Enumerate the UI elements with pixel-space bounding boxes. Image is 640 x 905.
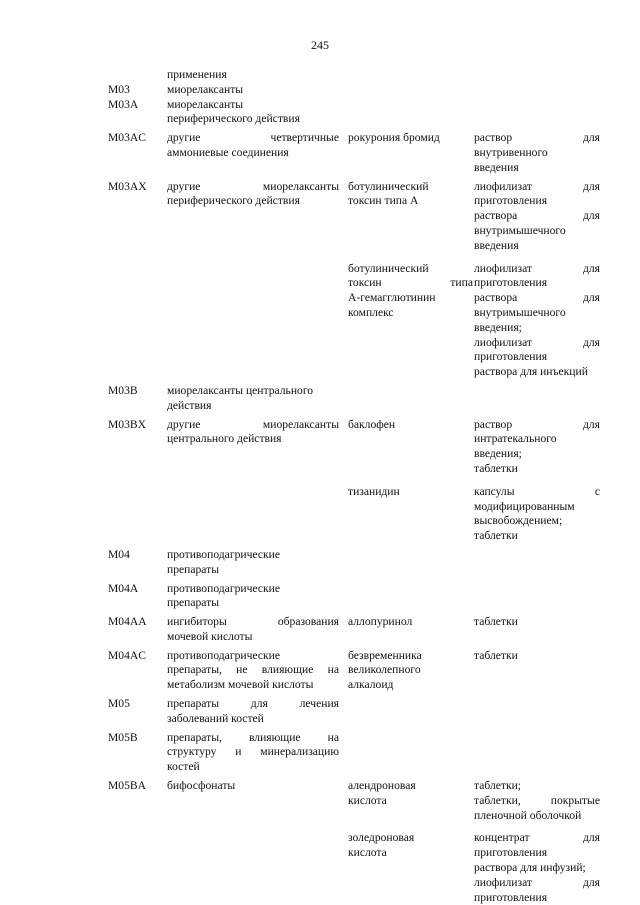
drug-name-line: кислота xyxy=(348,846,387,860)
atc-code: M03 xyxy=(108,82,130,96)
atc-code: M03AC xyxy=(108,131,147,145)
table-row xyxy=(108,731,600,775)
atc-code: M04AC xyxy=(108,648,147,662)
drug-entries xyxy=(339,649,600,693)
drug-name-line: великолепного xyxy=(348,663,421,677)
drug-entry xyxy=(339,418,600,477)
anatomical-group xyxy=(167,98,339,128)
dosage-form-line: раствор для xyxy=(474,131,600,145)
dosage-form-line: интратекального xyxy=(474,432,557,446)
anatomical-group xyxy=(167,83,339,98)
atc-code: M03A xyxy=(108,97,139,111)
anatomical-group xyxy=(167,697,339,727)
anatomical-group xyxy=(167,68,339,83)
dosage-form xyxy=(474,485,600,544)
group-line: бифосфонаты xyxy=(167,779,236,793)
atc-code: M04A xyxy=(108,581,139,595)
anatomical-group xyxy=(167,779,339,794)
group-line: препараты для лечения xyxy=(167,697,339,711)
dosage-form xyxy=(474,262,600,380)
dosage-form-line: раствора для инъекций xyxy=(474,365,588,379)
dosage-form xyxy=(474,615,600,630)
dosage-form-line: пленочной оболочкой xyxy=(474,808,582,822)
drug-name-line: безвременника xyxy=(348,648,422,662)
dosage-form xyxy=(474,649,600,693)
dosage-form xyxy=(474,418,600,477)
anatomical-group xyxy=(167,548,339,578)
anatomical-group xyxy=(167,418,339,448)
dosage-form xyxy=(474,779,600,823)
drug-name-line: А-гемагглютинин xyxy=(348,291,436,305)
drug-name xyxy=(348,262,473,380)
group-line: периферического действия xyxy=(167,194,300,208)
group-line: другие миорелаксанты xyxy=(167,417,339,431)
anatomical-group xyxy=(167,180,339,210)
drug-name-line: золедроновая xyxy=(348,831,415,845)
drug-entry xyxy=(339,131,600,175)
drug-name-line: ботулинический xyxy=(348,179,429,193)
drug-name xyxy=(348,779,473,823)
atc-code: M05B xyxy=(108,730,138,744)
dosage-form-line: лиофилизат для xyxy=(474,179,600,193)
group-line: мочевой кислоты xyxy=(167,629,253,643)
dosage-form-line: внутримышечного xyxy=(474,223,566,237)
dosage-form-line: внутривенного xyxy=(474,145,548,159)
group-line: ингибиторы образования xyxy=(167,615,339,629)
anatomical-group xyxy=(167,131,339,161)
drug-entries xyxy=(339,615,600,630)
group-line: противоподагрические xyxy=(167,648,280,662)
atc-code: M04 xyxy=(108,547,130,561)
group-line: другие миорелаксанты xyxy=(167,179,339,193)
atc-code: M03BX xyxy=(108,417,147,431)
dosage-form xyxy=(474,180,600,254)
atc-classification-table xyxy=(108,68,600,905)
group-line: миорелаксанты центрального xyxy=(167,383,314,397)
drug-name-line: алкалоид xyxy=(348,678,394,692)
drug-entries xyxy=(339,779,600,905)
group-line: препараты, влияющие на xyxy=(167,730,339,744)
drug-entries xyxy=(339,180,600,380)
drug-entry xyxy=(339,615,600,630)
anatomical-group xyxy=(167,384,339,414)
dosage-form-line: таблетки xyxy=(474,529,518,543)
dosage-form-line: таблетки xyxy=(474,615,518,629)
drug-name-line: баклофен xyxy=(348,417,396,431)
group-line: препараты xyxy=(167,562,219,576)
atc-code: M05BA xyxy=(108,779,147,793)
drug-name-line: ботулинический xyxy=(348,261,429,275)
anatomical-group xyxy=(167,649,339,693)
group-line: противоподагрические xyxy=(167,547,280,561)
drug-name-line: токсин типа А xyxy=(348,194,419,208)
drug-name-line: тизанидин xyxy=(348,484,400,498)
drug-name-line: кислота xyxy=(348,793,387,807)
drug-entries xyxy=(339,131,600,175)
drug-name-line: токсин типа xyxy=(348,276,473,290)
atc-code: M04AA xyxy=(108,615,147,629)
dosage-form-line: приготовления xyxy=(474,350,548,364)
dosage-form-line: введения; xyxy=(474,320,522,334)
drug-entry xyxy=(339,485,600,544)
dosage-form-line: приготовления xyxy=(474,890,548,904)
dosage-form-line: раствора для xyxy=(474,291,600,305)
dosage-form xyxy=(474,831,600,905)
drug-name-line: рокурония бромид xyxy=(348,131,440,145)
table-row xyxy=(108,131,600,175)
drug-name xyxy=(348,131,473,175)
dosage-form-line: приготовления xyxy=(474,194,548,208)
drug-entry xyxy=(339,649,600,693)
dosage-form-line: введения xyxy=(474,160,519,174)
dosage-form-line: введения; xyxy=(474,447,522,461)
table-row xyxy=(108,649,600,693)
dosage-form-line: капсулы с xyxy=(474,484,600,498)
drug-name-line: аллопуринол xyxy=(348,615,413,629)
dosage-form-line: лиофилизат для xyxy=(474,875,600,889)
table-row xyxy=(108,548,600,578)
table-row xyxy=(108,68,600,83)
drug-name xyxy=(348,180,473,254)
table-row xyxy=(108,98,600,128)
group-line: миорелаксанты xyxy=(167,97,244,111)
dosage-form-line: модифицированным xyxy=(474,499,575,513)
group-line: центрального действия xyxy=(167,432,282,446)
dosage-form-line: высвобождением; xyxy=(474,514,563,528)
page-number: 245 xyxy=(311,38,329,52)
drug-name-line: алендроновая xyxy=(348,779,416,793)
drug-entry xyxy=(339,831,600,905)
drug-name xyxy=(348,649,473,693)
drug-name-line: комплекс xyxy=(348,305,394,319)
dosage-form-line: приготовления xyxy=(474,846,548,860)
dosage-form-line: таблетки xyxy=(474,461,518,475)
dosage-form-line: приготовления xyxy=(474,276,548,290)
group-line: заболеваний костей xyxy=(167,711,264,725)
group-line: миорелаксанты xyxy=(167,82,244,96)
anatomical-group xyxy=(167,615,339,645)
group-line: противоподагрические xyxy=(167,581,280,595)
dosage-form-line: таблетки, покрытые xyxy=(474,793,600,807)
atc-code: M03AX xyxy=(108,179,147,193)
group-line: костей xyxy=(167,760,200,774)
drug-entry xyxy=(339,180,600,254)
dosage-form-line: концентрат для xyxy=(474,831,600,845)
dosage-form xyxy=(474,131,600,175)
drug-entry xyxy=(339,262,600,380)
anatomical-group xyxy=(167,731,339,775)
dosage-form-line: таблетки; xyxy=(474,779,522,793)
table-row xyxy=(108,697,600,727)
table-row xyxy=(108,180,600,380)
drug-entry xyxy=(339,779,600,823)
group-line: применения xyxy=(167,68,227,81)
dosage-form-line: раствора для xyxy=(474,209,600,223)
atc-code: M03B xyxy=(108,383,138,397)
anatomical-group xyxy=(167,582,339,612)
group-line: другие четвертичные xyxy=(167,131,339,145)
drug-entries xyxy=(339,418,600,544)
drug-name xyxy=(348,418,473,477)
table-row xyxy=(108,582,600,612)
table-row xyxy=(108,615,600,645)
dosage-form-line: внутримышечного xyxy=(474,305,566,319)
dosage-form-line: раствора для инфузий; xyxy=(474,861,586,875)
group-line: действия xyxy=(167,398,212,412)
table-row xyxy=(108,384,600,414)
drug-name xyxy=(348,485,473,544)
dosage-form-line: раствор для xyxy=(474,417,600,431)
drug-name xyxy=(348,831,473,905)
dosage-form-line: лиофилизат для xyxy=(474,335,600,349)
dosage-form-line: введения xyxy=(474,238,519,252)
group-line: структуру и минерализацию xyxy=(167,745,339,759)
group-line: метаболизм мочевой кислоты xyxy=(167,678,314,692)
group-line: аммониевые соединения xyxy=(167,145,289,159)
dosage-form-line: таблетки xyxy=(474,648,518,662)
table-row xyxy=(108,779,600,905)
table-row xyxy=(108,83,600,98)
atc-code: M05 xyxy=(108,697,130,711)
group-line: препараты xyxy=(167,596,219,610)
group-line: периферического действия xyxy=(167,112,300,126)
drug-name xyxy=(348,615,473,630)
table-row xyxy=(108,418,600,544)
dosage-form-line: лиофилизат для xyxy=(474,261,600,275)
group-line: препараты, не влияющие на xyxy=(167,663,339,677)
